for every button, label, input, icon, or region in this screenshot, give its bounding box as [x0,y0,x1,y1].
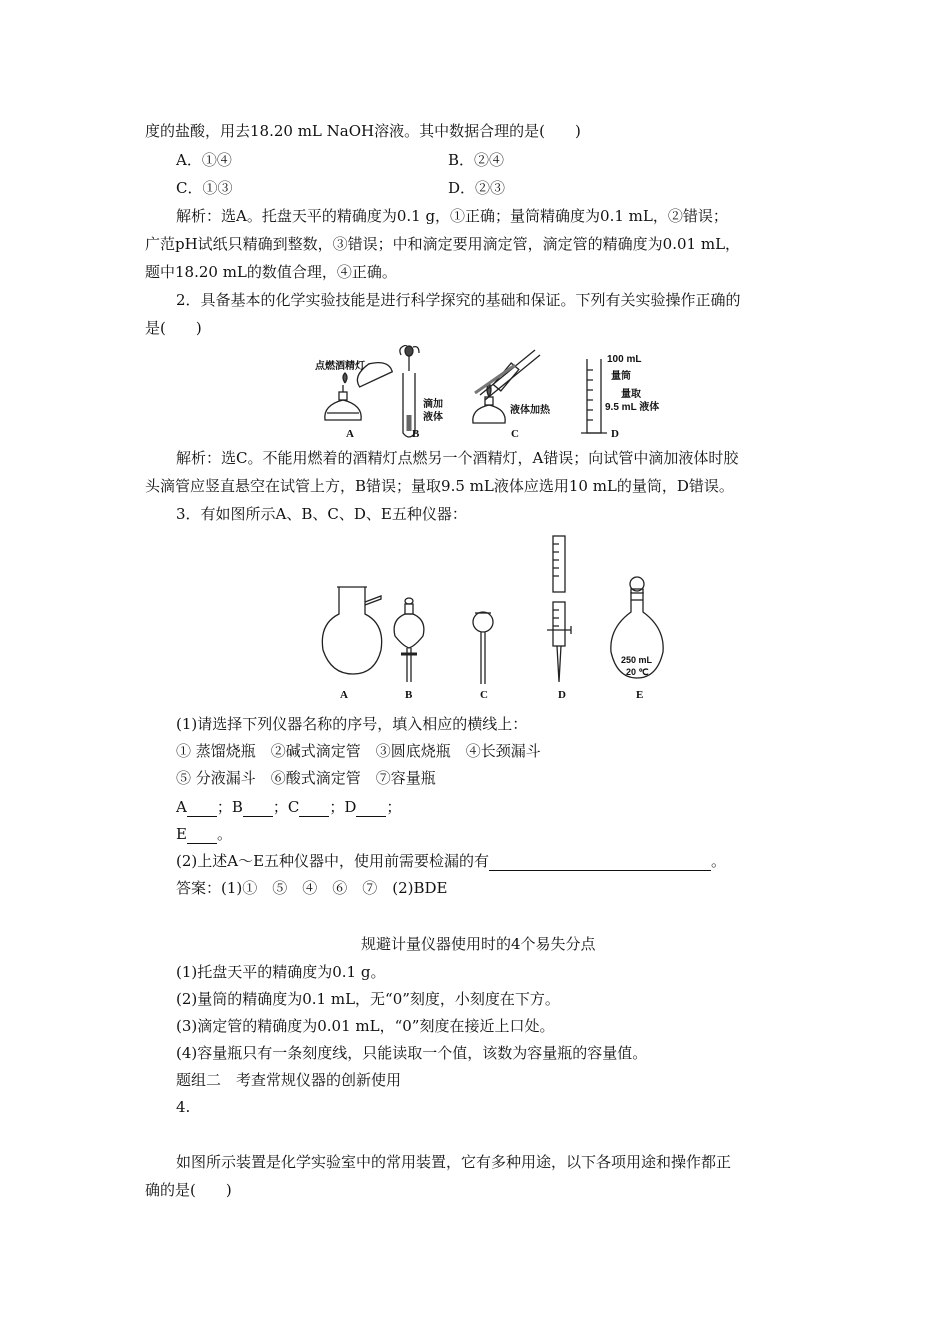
q1-analysis-line3: 题中18.20 mL的数值合理，④正确。 [145,263,397,281]
label-cylinder-volume: 100 mL [607,354,642,365]
answer-blank-leak-check[interactable] [489,854,711,871]
q3-caption-e: E [636,689,644,701]
q3-sub1: (1)请选择下列仪器名称的序号，填入相应的横线上： [176,715,528,733]
q3-stem: 3．有如图所示A、B、C、D、E五种仪器： [176,505,467,523]
label-light-lamp: 点燃酒精灯 [315,361,365,372]
q3-figure [315,532,675,692]
fill-label-c: ；C [272,798,300,816]
q2-caption-a: A [346,428,354,440]
fill-e-end: 。 [216,825,232,843]
q4-stem-line1: 如图所示装置是化学实验室中的常用装置，它有多种用途，以下各项用途和操作都正 [176,1153,732,1171]
q1-option-b: B．②④ [448,151,505,169]
alcohol-lamp-icon [473,405,505,423]
q4-stem-line2: 确的是( ) [145,1181,232,1199]
answer-blank-d[interactable] [356,800,386,817]
separatory-funnel-icon [394,614,424,648]
tips-item-2: (2)量筒的精确度为0.1 mL，无“0”刻度，小刻度在下方。 [176,990,560,1008]
label-measure: 量取 [621,389,641,400]
label-drip-liquid-1: 滴加 [423,399,443,410]
q2-stem-line1: 2．具备基本的化学实验技能是进行科学探究的基础和保证。下列有关实验操作正确的 [176,291,741,309]
q3-fill-row1 [176,797,401,817]
label-measure-volume: 9.5 mL 液体 [605,402,660,413]
q3-answer: 答案：(1)① ⑤ ④ ⑥ ⑦ (2)BDE [176,879,448,897]
flask-volume-label: 250 mL [621,655,653,665]
answer-blank-b[interactable] [243,800,273,817]
answer-blank-c[interactable] [299,800,329,817]
label-liquid-heating: 液体加热 [510,405,550,416]
label-drip-liquid-2: 液体 [423,412,443,423]
burette-bottom-icon [553,602,565,646]
tips-item-4: (4)容量瓶只有一条刻度线，只能读取一个值，该数为容量瓶的容量值。 [176,1044,648,1062]
q1-option-c: C．①③ [176,179,233,197]
fill-label-b: ；B [216,798,243,816]
q3-sub2 [176,851,726,871]
tips-title: 规避计量仪器使用时的4个易失分点 [361,935,596,953]
fill-label-e: E [176,825,187,843]
q3-names-line1: ① 蒸馏烧瓶 ②碱式滴定管 ③圆底烧瓶 ④长颈漏斗 [176,742,541,760]
q2-caption-d: D [611,428,619,440]
volumetric-flask-icon [611,592,663,678]
q1-option-d: D．②③ [448,179,506,197]
q3-sub2-text: (2)上述A～E五种仪器中，使用前需要检漏的有 [176,852,490,870]
answer-blank-e[interactable] [187,827,217,844]
answer-blank-a[interactable] [187,800,217,817]
q3-caption-c: C [480,689,488,701]
q2-analysis-line1: 解析：选C。不能用燃着的酒精灯点燃另一个酒精灯，A错误；向试管中滴加液体时胶 [176,449,739,467]
q3-fill-row2 [176,824,232,844]
tips-item-1: (1)托盘天平的精确度为0.1 g。 [176,963,386,981]
q4-number: 4. [176,1098,191,1116]
q3-names-line2: ⑤ 分液漏斗 ⑥酸式滴定管 ⑦容量瓶 [176,769,436,787]
q2-caption-c: C [511,428,519,440]
distillation-flask-icon [322,587,381,674]
q3-sub2-end: 。 [711,852,727,870]
label-cylinder: 量筒 [611,371,631,382]
q1-analysis-line1: 解析：选A。托盘天平的精确度为0.1 g，①正确；量筒精确度为0.1 mL，②错误； [176,207,728,225]
q1-option-a: A．①④ [176,151,232,169]
fill-end: ； [386,798,402,816]
q3-caption-b: B [405,689,413,701]
q3-caption-d: D [558,689,566,701]
q2-analysis-line2: 头滴管应竖直悬空在试管上方，B错误；量取9.5 mL液体应选用10 mL的量筒，D错误。 [145,477,734,495]
alcohol-lamp-icon [325,400,361,420]
q1-stem-tail: 度的盐酸，用去18.20 mL NaOH溶液。其中数据合理的是( ) [145,122,581,140]
fill-label-d: ；D [329,798,357,816]
instruments-drawing [315,532,675,692]
long-neck-funnel-icon [473,612,493,632]
flask-temperature-label: 20 ℃ [626,667,649,677]
q3-caption-a: A [340,689,348,701]
fill-label-a: A [176,798,187,816]
group2-heading: 题组二 考查常规仪器的创新使用 [176,1071,402,1089]
tips-item-3: (3)滴定管的精确度为0.01 mL，“0”刻度在接近上口处。 [176,1017,555,1035]
q2-caption-b: B [412,428,420,440]
q2-stem-line2: 是( ) [145,319,202,337]
q1-analysis-line2: 广范pH试纸只精确到整数，③错误；中和滴定要用滴定管，滴定管的精确度为0.01 mL， [145,235,741,253]
